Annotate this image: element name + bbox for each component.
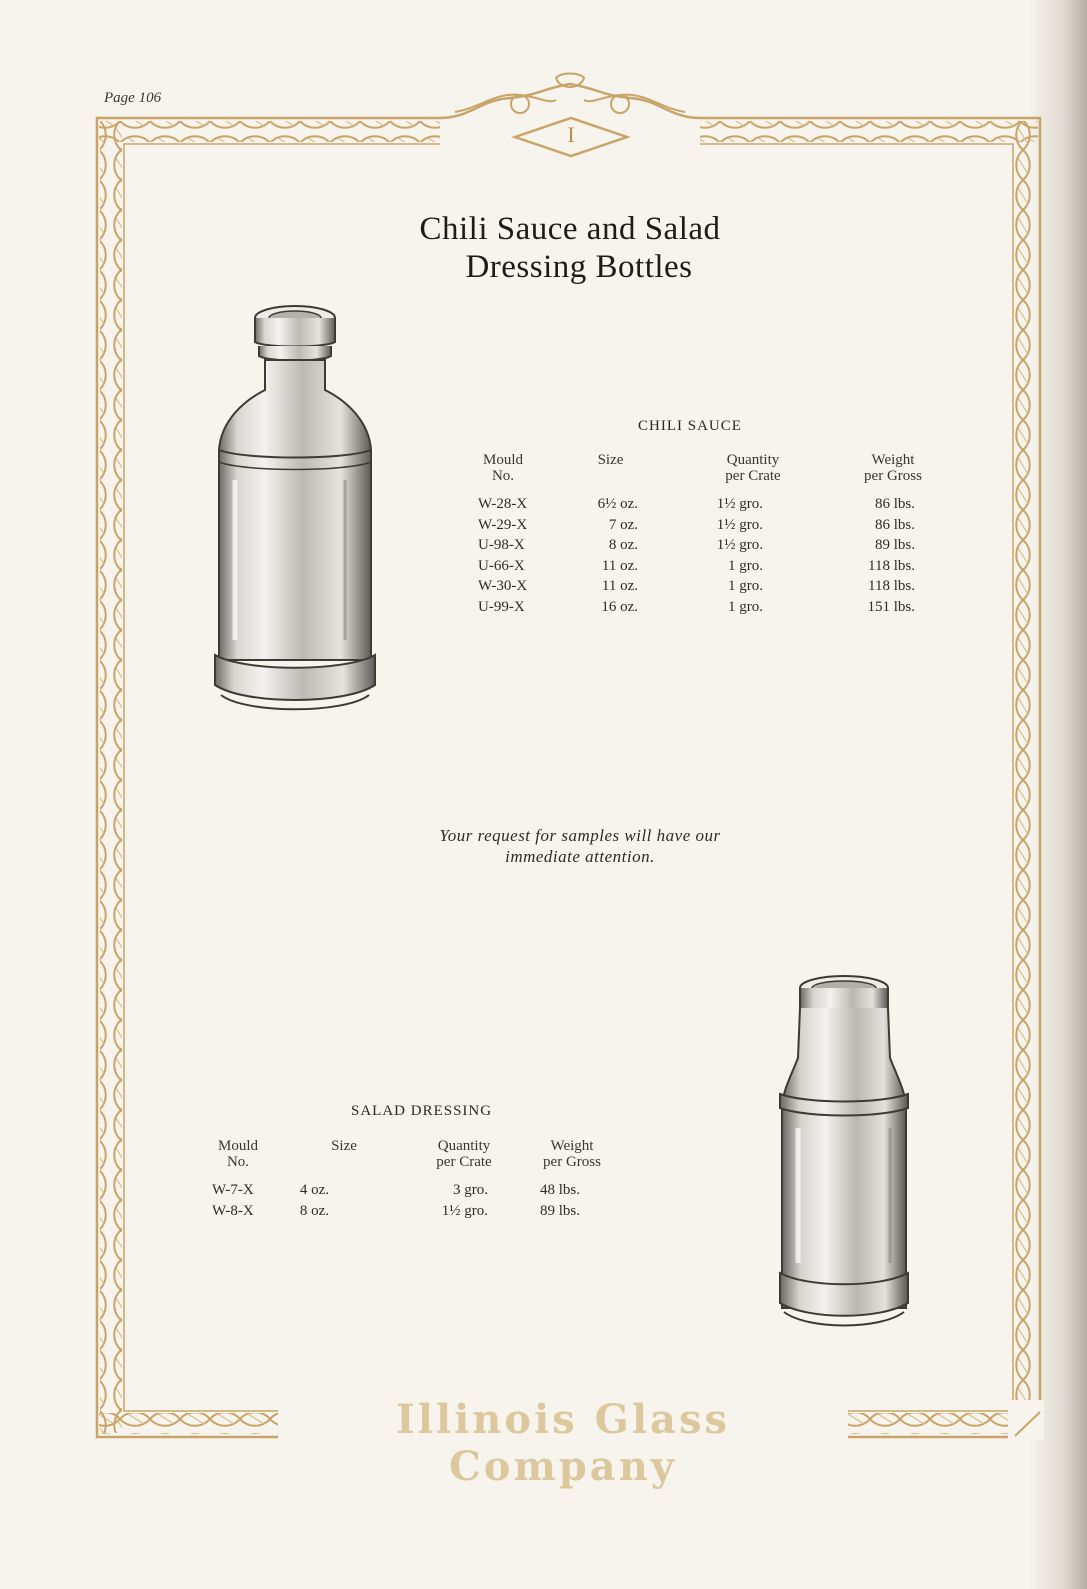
col-quantity bbox=[693, 452, 813, 494]
cell-mould: W-30-X bbox=[478, 578, 528, 594]
chili-sauce-heading: CHILI SAUCE bbox=[638, 418, 742, 434]
table-row bbox=[478, 494, 973, 515]
table-row bbox=[478, 515, 973, 536]
col-size bbox=[528, 452, 693, 494]
table-header-row bbox=[212, 1138, 640, 1180]
col-mould bbox=[478, 452, 528, 494]
col-quantity-line-1: Quantity bbox=[437, 1138, 491, 1154]
samples-note-line-1: Your request for samples will have our bbox=[439, 826, 721, 845]
col-weight bbox=[504, 1138, 640, 1180]
title-line-1: Chili Sauce and Salad bbox=[419, 211, 721, 247]
chili-sauce-table bbox=[478, 452, 973, 617]
cell-qty: 1½ gro. bbox=[716, 496, 763, 512]
title-line-2: Dressing Bottles bbox=[465, 249, 693, 285]
col-weight bbox=[813, 452, 973, 494]
table-row bbox=[478, 535, 973, 556]
col-size bbox=[264, 1138, 424, 1180]
col-quantity-line-1: Quantity bbox=[726, 452, 780, 468]
salad-dressing-bottle-illustration bbox=[772, 968, 922, 1348]
table-row bbox=[478, 597, 973, 618]
cell-size: 16 oz. bbox=[601, 598, 638, 615]
table-row bbox=[478, 576, 973, 597]
cell-mould: U-66-X bbox=[478, 557, 525, 574]
cell-qty: 1 gro. bbox=[728, 598, 763, 615]
cell-weight: 151 lbs. bbox=[867, 598, 915, 615]
cell-mould: W-29-X bbox=[478, 516, 528, 533]
col-weight-line-1: Weight bbox=[550, 1138, 594, 1154]
col-quantity-line-2: per Crate bbox=[725, 468, 781, 484]
salad-dressing-heading: SALAD DRESSING bbox=[351, 1103, 493, 1119]
cell-weight: 89 lbs. bbox=[539, 1202, 580, 1219]
cell-qty: 1½ gro. bbox=[441, 1202, 488, 1219]
col-weight-line-1: Weight bbox=[871, 452, 915, 468]
cell-size: 6½ oz. bbox=[597, 496, 638, 512]
col-mould-line-2: No. bbox=[491, 468, 515, 484]
cell-weight: 118 lbs. bbox=[868, 557, 915, 574]
col-quantity bbox=[424, 1138, 504, 1180]
col-weight-line-2: per Gross bbox=[543, 1154, 601, 1170]
samples-note bbox=[380, 825, 780, 867]
chili-sauce-bottle-illustration bbox=[205, 300, 385, 720]
cell-size: 4 oz. bbox=[299, 1182, 329, 1198]
cell-qty: 1 gro. bbox=[728, 578, 763, 594]
table-row bbox=[212, 1180, 640, 1201]
col-size-label: Size bbox=[597, 452, 624, 468]
salad-dressing-table bbox=[212, 1138, 640, 1221]
company-name-footer: Illinois Glass Company bbox=[395, 1396, 730, 1490]
col-size-label: Size bbox=[331, 1138, 357, 1154]
cell-size: 11 oz. bbox=[601, 557, 638, 574]
col-quantity-line-2: per Crate bbox=[436, 1154, 492, 1170]
col-mould-line-1: Mould bbox=[217, 1138, 258, 1154]
table-header-row bbox=[478, 452, 973, 494]
cell-mould: W-8-X bbox=[212, 1202, 254, 1219]
cell-qty: 1 gro. bbox=[728, 557, 763, 574]
table-row bbox=[212, 1201, 640, 1222]
emblem-letter: I bbox=[567, 122, 575, 147]
col-mould bbox=[212, 1138, 264, 1180]
col-mould-line-1: Mould bbox=[482, 452, 523, 468]
page-number: Page 106 bbox=[104, 90, 162, 106]
cell-mould: U-98-X bbox=[478, 537, 525, 553]
cell-mould: W-7-X bbox=[212, 1182, 254, 1198]
cell-size: 8 oz. bbox=[299, 1202, 329, 1219]
cell-weight: 118 lbs. bbox=[868, 578, 915, 594]
cell-weight: 89 lbs. bbox=[874, 537, 915, 553]
cell-mould: W-28-X bbox=[478, 496, 528, 512]
page-title bbox=[360, 210, 780, 286]
cell-size: 8 oz. bbox=[608, 537, 638, 553]
cell-weight: 48 lbs. bbox=[539, 1182, 580, 1198]
table-row bbox=[478, 556, 973, 577]
cell-mould: U-99-X bbox=[478, 598, 525, 615]
cell-weight: 86 lbs. bbox=[874, 516, 915, 533]
cell-qty: 1½ gro. bbox=[716, 516, 763, 533]
col-mould-line-2: No. bbox=[226, 1154, 250, 1170]
cell-qty: 3 gro. bbox=[453, 1182, 488, 1198]
samples-note-line-2: immediate attention. bbox=[505, 847, 655, 866]
cell-weight: 86 lbs. bbox=[874, 496, 915, 512]
cell-size: 7 oz. bbox=[608, 516, 638, 533]
cell-size: 11 oz. bbox=[601, 578, 638, 594]
cell-qty: 1½ gro. bbox=[716, 537, 763, 553]
col-weight-line-2: per Gross bbox=[864, 468, 922, 484]
